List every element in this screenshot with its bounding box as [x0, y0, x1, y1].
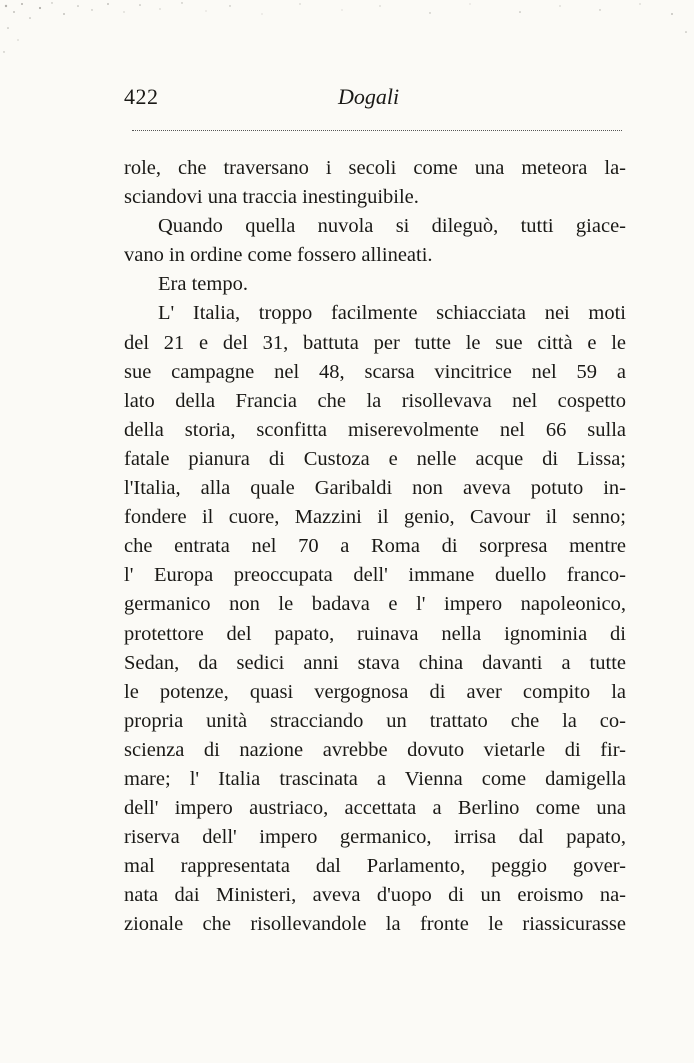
page-number: 422 [124, 84, 159, 109]
text-line: sciandovi una traccia inestinguibile. [124, 186, 419, 209]
text-line: l'Italia, alla quale Garibaldi non aveva potuto in- [124, 477, 626, 500]
text-line: L' Italia, troppo facilmente schiacciata nei moti [158, 302, 626, 325]
text-line: della storia, sconfitta miserevolmente nel 66 sulla [124, 418, 626, 441]
text-line: lato della Francia che la risollevava nel cospetto [124, 389, 626, 412]
text-line: Sedan, da sedici anni stava china davanti a tutte [124, 651, 626, 674]
text-line: dell' impero austriaco, accettata a Berlino come una [124, 797, 626, 820]
text-line: le potenze, quasi vergognosa di aver compito la [124, 680, 626, 703]
text-line: role, che traversano i secoli come una meteora la- [124, 157, 626, 179]
text-line: riserva dell' impero germanico, irrisa dal papato, [124, 826, 626, 849]
text-line: fatale pianura di Custoza e nelle acque di Lissa; [124, 447, 626, 470]
text-line: scienza di nazione avrebbe dovuto vietarle di fir- [124, 738, 626, 761]
text-line: Era tempo. [158, 273, 248, 296]
text-line: vano in ordine come fossero allineati. [124, 244, 433, 267]
text-line: del 21 e del 31, battuta per tutte le sue città e le [124, 331, 626, 354]
text-line: nata dai Ministeri, aveva d'uopo di un eroismo na- [124, 884, 626, 907]
text-line: germanico non le badava e l' impero napoleonico, [124, 593, 626, 616]
text-line: propria unità stracciando un trattato che la co- [124, 709, 626, 732]
page-specks [0, 0, 694, 60]
text-line: protettore del papato, ruinava nella ignominia di [124, 622, 626, 645]
text-line: mare; l' Italia trascinata a Vienna come damigella [124, 767, 626, 790]
text-line: mal rappresentata dal Parlamento, peggio gover- [124, 855, 626, 878]
body-text [124, 154, 626, 940]
header-rule [132, 130, 622, 131]
text-line: zionale che risollevandole la fronte le riassicurasse [124, 913, 626, 936]
running-head: Dogali [338, 84, 400, 109]
text-line: che entrata nel 70 a Roma di sorpresa mentre [124, 535, 626, 558]
text-line: sue campagne nel 48, scarsa vincitrice nel 59 a [124, 360, 626, 383]
page-header [124, 84, 624, 114]
text-line: fondere il cuore, Mazzini il genio, Cavour il senno; [124, 506, 626, 529]
text-line: l' Europa preoccupata dell' immane duello franco- [124, 564, 626, 587]
text-line: Quando quella nuvola si dileguò, tutti giace- [158, 215, 626, 238]
